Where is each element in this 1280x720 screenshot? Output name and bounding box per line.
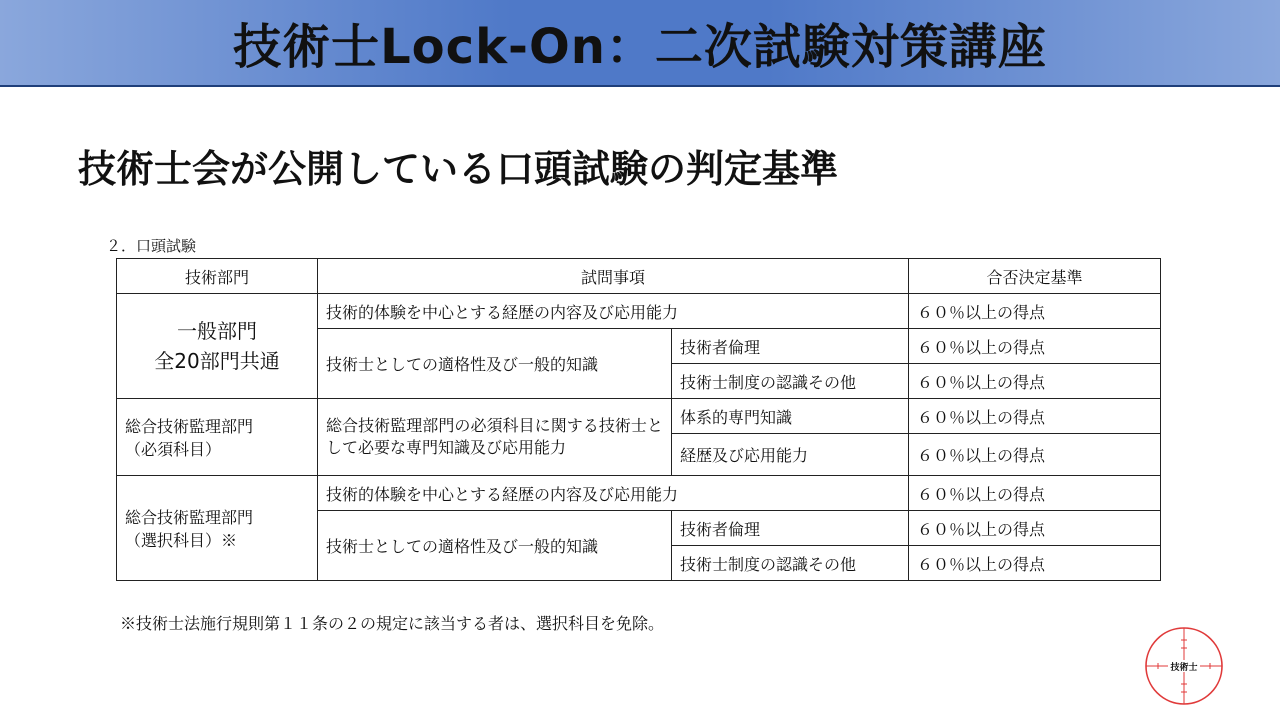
sub-item-cell: 経歴及び応用能力 (672, 434, 909, 476)
table-header-row (117, 259, 1161, 294)
item-cell: 技術士としての適格性及び一般的知識 (318, 329, 672, 399)
header-banner (0, 0, 1280, 87)
dept-line1: 総合技術監理部門 (125, 508, 254, 527)
dept-line1: 総合技術監理部門 (125, 417, 254, 436)
sub-item-cell: 体系的専門知識 (672, 399, 909, 434)
sub-item-cell: 技術者倫理 (672, 329, 909, 364)
header-title: 技術士Lock-On：二次試験対策講座 (233, 19, 1047, 75)
item-cell: 総合技術監理部門の必須科目に関する技術士として必要な専門知識及び応用能力 (318, 399, 672, 476)
page-heading: 技術士会が公開している口頭試験の判定基準 (78, 147, 839, 191)
sub-item-cell: 技術士制度の認識その他 (672, 364, 909, 399)
header-cell-criteria: 合否決定基準 (909, 259, 1161, 294)
dept-line2: （選択科目）※ (125, 531, 238, 550)
criteria-cell: ６０％以上の得点 (909, 434, 1161, 476)
criteria-cell: ６０％以上の得点 (909, 364, 1161, 399)
logo-text: 技術士 (1170, 663, 1198, 673)
item-cell: 技術士としての適格性及び一般的知識 (318, 511, 672, 581)
item-cell: 技術的体験を中心とする経歴の内容及び応用能力 (318, 294, 909, 329)
table-row (117, 399, 1161, 434)
footnote: ※技術士法施行規則第１１条の２の規定に該当する者は、選択科目を免除。 (120, 614, 665, 633)
criteria-cell: ６０％以上の得点 (909, 476, 1161, 511)
criteria-cell: ６０％以上の得点 (909, 329, 1161, 364)
criteria-cell: ６０％以上の得点 (909, 294, 1161, 329)
section-label: ２．口頭試験 (106, 237, 197, 255)
crosshair-icon (1144, 626, 1224, 706)
dept-cell-general (117, 294, 318, 399)
criteria-cell: ６０％以上の得点 (909, 511, 1161, 546)
table-row (117, 476, 1161, 511)
dept-line1: 一般部門 (177, 319, 257, 343)
table-row (117, 294, 1161, 329)
sub-item-cell: 技術者倫理 (672, 511, 909, 546)
dept-cell-comprehensive-required (117, 399, 318, 476)
dept-cell-comprehensive-elective (117, 476, 318, 581)
dept-line2: 全20部門共通 (154, 349, 280, 373)
header-cell-dept: 技術部門 (117, 259, 318, 294)
criteria-table (116, 258, 1161, 581)
item-cell: 技術的体験を中心とする経歴の内容及び応用能力 (318, 476, 909, 511)
header-cell-item: 試問事項 (318, 259, 909, 294)
dept-line2: （必須科目） (125, 440, 222, 459)
criteria-cell: ６０％以上の得点 (909, 546, 1161, 581)
criteria-cell: ６０％以上の得点 (909, 399, 1161, 434)
sub-item-cell: 技術士制度の認識その他 (672, 546, 909, 581)
